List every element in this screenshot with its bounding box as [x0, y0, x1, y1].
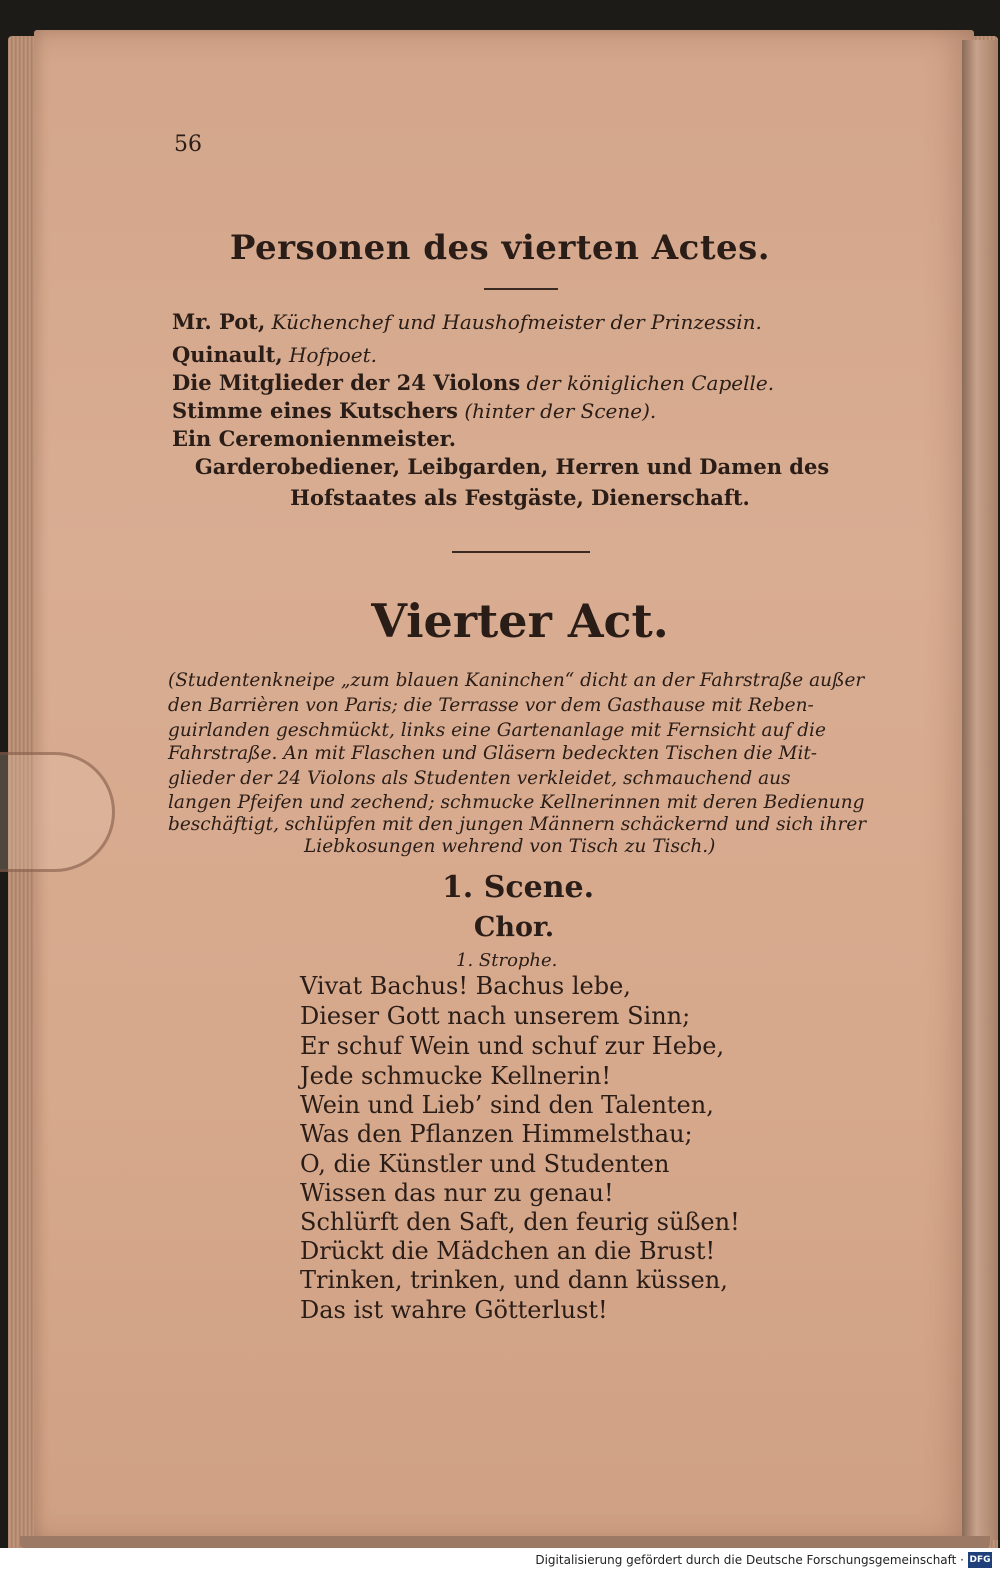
chorus-title: Chor.	[473, 912, 555, 943]
cast-entry	[172, 342, 377, 367]
verse-line: Jede schmucke Kellnerin!	[300, 1062, 612, 1090]
stage-direction-line: den Barrièren von Paris; die Terrasse vor dem Gasthause mit Reben-	[168, 695, 814, 716]
verse-line: Trinken, trinken, und dann küssen,	[300, 1266, 728, 1294]
verse-line: Was den Pflanzen Himmelsthau;	[300, 1120, 693, 1148]
cast-entry	[172, 370, 774, 395]
cast-description: der königlichen Capelle.	[526, 371, 775, 395]
cast-entry: Hofstaates als Festgäste, Dienerschaft.	[290, 485, 750, 510]
cast-entry: Garderobediener, Leibgarden, Herren und Damen des	[194, 454, 830, 479]
verse-line: Schlürft den Saft, den feurig süßen!	[300, 1208, 740, 1236]
verse-line: O, die Künstler und Studenten	[300, 1150, 670, 1178]
stage-direction-line: guirlanden geschmückt, links eine Gartenanlage mit Fernsicht auf die	[168, 720, 826, 741]
cast-entry: Ein Ceremonienmeister.	[172, 426, 457, 451]
stage-direction-line: beschäftigt, schlüpfen mit den jungen Männern schäckernd und sich ihrer	[168, 814, 867, 835]
cast-entry	[172, 398, 656, 423]
dfg-logo: DFG	[968, 1552, 992, 1568]
stage-direction-line: Liebkosungen wehrend von Tisch zu Tisch.)	[304, 836, 716, 857]
verse-line: Wein und Lieb’ sind den Talenten,	[300, 1091, 714, 1119]
verse-line: Das ist wahre Götterlust!	[300, 1296, 608, 1324]
page-tab-marker	[0, 752, 115, 872]
page-number: 56	[174, 132, 202, 157]
scene-title: 1. Scene.	[441, 870, 595, 905]
cast-name: Quinault,	[172, 342, 283, 367]
cast-name: Die Mitglieder der 24 Violons	[172, 370, 521, 395]
stage-direction-line: glieder der 24 Violons als Studenten verkleidet, schmauchend aus	[168, 768, 791, 789]
cast-name: Stimme eines Kutschers	[172, 398, 458, 423]
cast-description: Hofpoet.	[289, 343, 377, 367]
act-title: Vierter Act.	[371, 594, 669, 648]
digitization-credit: Digitalisierung gefördert durch die Deutsche Forschungsgemeinschaft ·	[535, 1553, 964, 1567]
verse-line: Dieser Gott nach unserem Sinn;	[300, 1002, 691, 1030]
cast-description: (hinter der Scene).	[464, 399, 657, 423]
divider-rule	[452, 551, 590, 553]
verse-line: Drückt die Mädchen an die Brust!	[300, 1237, 716, 1265]
strophe-label: 1. Strophe.	[456, 950, 558, 971]
cast-title: Personen des vierten Actes.	[229, 228, 771, 268]
stage-direction-line: (Studentenkneipe „zum blauen Kaninchen“ dicht an der Fahrstraße außer	[168, 670, 865, 691]
verse-line: Vivat Bachus! Bachus lebe,	[300, 972, 631, 1000]
cast-description: Küchenchef und Haushofmeister der Prinzessin.	[271, 310, 762, 334]
cast-entry	[172, 309, 762, 334]
divider-rule	[484, 288, 558, 290]
verse-line: Er schuf Wein und schuf zur Hebe,	[300, 1032, 725, 1060]
stage-direction-line: langen Pfeifen und zechend; schmucke Kellnerinnen mit deren Bedienung	[168, 792, 865, 813]
page-bottom-edge	[20, 1536, 990, 1548]
verse-line: Wissen das nur zu genau!	[300, 1179, 614, 1207]
cast-name: Mr. Pot,	[172, 309, 266, 334]
stage-direction-line: Fahrstraße. An mit Flaschen und Gläsern bedeckten Tischen die Mit-	[168, 743, 818, 764]
